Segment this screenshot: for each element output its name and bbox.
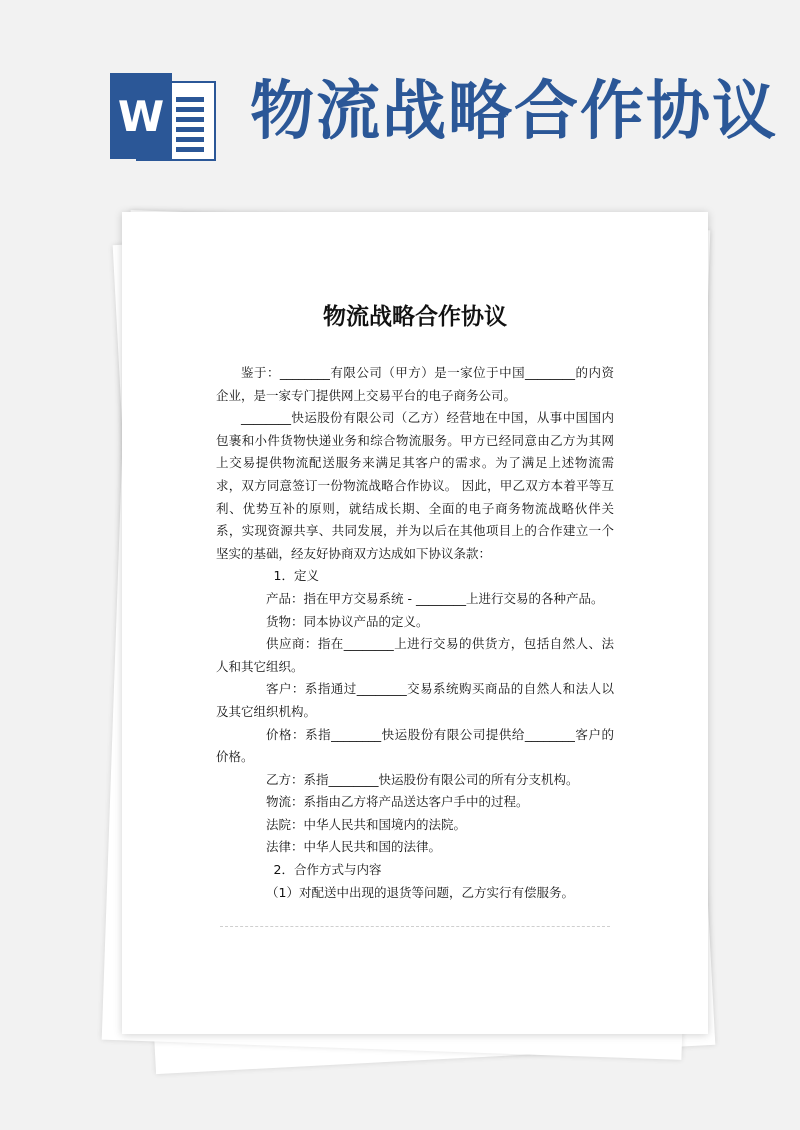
word-icon-letter: W (110, 73, 172, 159)
banner (0, 0, 800, 200)
definition-product: 产品：指在甲方交易系统 - ________上进行交易的各种产品。 (266, 590, 604, 606)
section-heading-cooperation: 2．合作方式与内容 (273, 862, 382, 878)
definition-law: 法律：中华人民共和国的法律。 (266, 839, 442, 855)
definition-court: 法院：中华人民共和国境内的法院。 (266, 816, 467, 832)
section-heading-definitions: 1．定义 (273, 568, 319, 584)
paragraph-recital-party-a: 鉴于：________有限公司（甲方）是一家位于中国________的内资企业，是一家专门提供网上交易平台的电子商务公司。 (216, 365, 614, 403)
banner-title: 物流战略合作协议 (250, 75, 778, 149)
definition-price: 价格：系指________快运股份有限公司提供给________客户的价格。 (216, 726, 614, 765)
paragraph-recital-party-b: ________快运股份有限公司（乙方）经营地在中国，从事中国国内包裹和小件货物快递业务和综合物流服务。甲方已经同意由乙方为其网上交易提供物流配送服务来满足其客户的需求。为了满足上述物流需求，双方同意签订一份物流战略合作协议。 因此，甲乙双方本着平等互利、优势互补的原则，就结成长期、全面的电子商务物流战略伙伴关系，实现资源共享、共同发展，并为以后在其他项目上的合作建立一个坚实的基础，经友好协商双方达成如下协议条款： (216, 410, 614, 561)
definition-supplier: 供应商：指在________上进行交易的供货方，包括自然人、法人和其它组织。 (216, 636, 614, 674)
definition-goods: 货物：同本协议产品的定义。 (266, 613, 429, 629)
document-title: 物流战略合作协议 (323, 304, 507, 330)
definition-party-b: 乙方：系指________快运股份有限公司的所有分支机构。 (266, 771, 579, 787)
document-body (216, 362, 614, 904)
cooperation-item-1: （1）对配送中出现的退货等问题，乙方实行有偿服务。 (266, 884, 574, 900)
definition-logistics: 物流：系指由乙方将产品送达客户手中的过程。 (266, 794, 529, 810)
document-page (122, 212, 708, 1034)
definition-customer: 客户：系指通过________交易系统购买商品的自然人和法人以及其它组织机构。 (216, 681, 614, 719)
word-document-icon (110, 73, 214, 159)
page-divider (220, 926, 610, 927)
